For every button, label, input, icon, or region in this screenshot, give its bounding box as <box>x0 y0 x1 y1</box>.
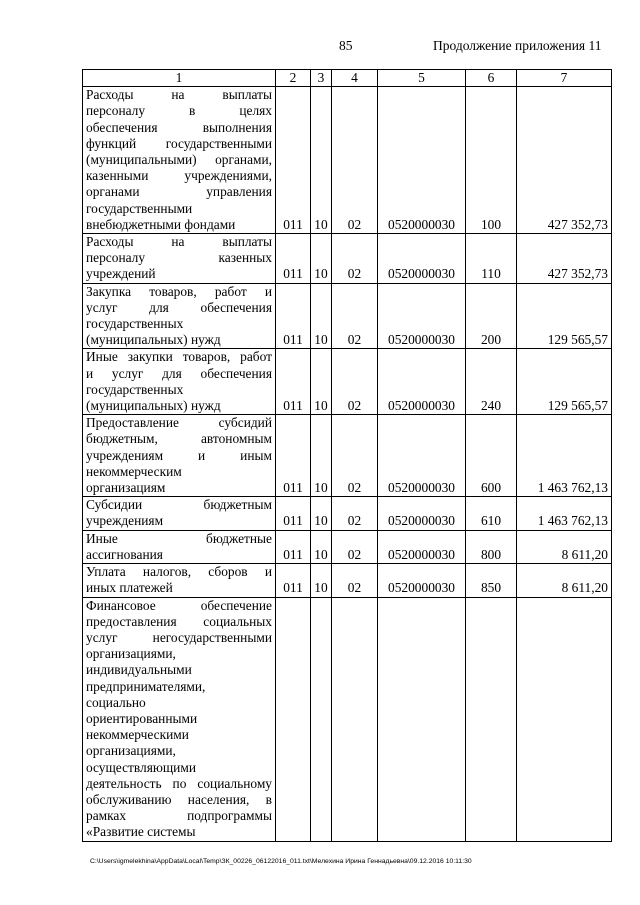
target-article-code: 0520000030 <box>378 530 466 563</box>
description-line: осуществляющими <box>86 759 196 775</box>
amount: 427 352,73 <box>517 234 612 284</box>
description-line: (муниципальных) нужд <box>86 398 221 414</box>
column-header: 1 <box>83 70 276 87</box>
description-line: Закупка товаров, работ и <box>86 283 272 299</box>
subsection-code <box>332 597 378 841</box>
expense-type-code <box>466 597 517 841</box>
description-line: персоналу казенных <box>86 250 272 266</box>
amount <box>517 597 612 841</box>
subsection-code: 02 <box>332 87 378 234</box>
column-header: 5 <box>378 70 466 87</box>
description-line: услуг негосударственными <box>86 629 272 645</box>
section-code: 10 <box>311 87 332 234</box>
description-line: предпринимателями, <box>86 678 206 694</box>
description-line: индивидуальными <box>86 662 192 678</box>
subsection-code: 02 <box>332 234 378 284</box>
column-header: 2 <box>276 70 311 87</box>
table-row <box>83 87 612 234</box>
column-header: 4 <box>332 70 378 87</box>
section-code: 10 <box>311 234 332 284</box>
amount: 1 463 762,13 <box>517 497 612 530</box>
description-line: социально <box>86 694 146 710</box>
description-line: некоммерческим <box>86 463 182 479</box>
ministry-code: 011 <box>276 497 311 530</box>
description-line: учреждений <box>86 266 156 282</box>
section-code: 10 <box>311 283 332 349</box>
expense-type-code: 850 <box>466 564 517 597</box>
target-article-code: 0520000030 <box>378 283 466 349</box>
expense-description <box>83 530 276 563</box>
ministry-code: 011 <box>276 87 311 234</box>
description-line: обслуживанию населения, в <box>86 791 272 807</box>
description-line: и услуг для обеспечения <box>86 365 272 381</box>
section-code: 10 <box>311 415 332 497</box>
description-line: деятельность по социальному <box>86 775 272 791</box>
ministry-code: 011 <box>276 349 311 415</box>
description-line: услуг для обеспечения <box>86 299 272 315</box>
description-line: организациями, <box>86 646 176 662</box>
page-number: 85 <box>339 38 353 53</box>
subsection-code: 02 <box>332 497 378 530</box>
description-line: рамках подпрограммы <box>86 808 272 824</box>
target-article-code: 0520000030 <box>378 497 466 530</box>
column-header: 7 <box>517 70 612 87</box>
description-line: государственных <box>86 381 184 397</box>
description-line: Расходы на выплаты <box>86 87 272 103</box>
amount: 129 565,57 <box>517 349 612 415</box>
appendix-continuation-note: Продолжение приложения 11 <box>433 38 602 53</box>
description-line: внебюджетными фондами <box>86 216 236 232</box>
expense-type-code: 800 <box>466 530 517 563</box>
description-line: персоналу в целях <box>86 103 272 119</box>
ministry-code: 011 <box>276 415 311 497</box>
description-line: обеспечения выполнения <box>86 119 272 135</box>
target-article-code: 0520000030 <box>378 564 466 597</box>
target-article-code <box>378 597 466 841</box>
subsection-code: 02 <box>332 564 378 597</box>
expense-description <box>83 564 276 597</box>
target-article-code: 0520000030 <box>378 87 466 234</box>
ministry-code: 011 <box>276 283 311 349</box>
section-code: 10 <box>311 349 332 415</box>
column-header: 3 <box>311 70 332 87</box>
target-article-code: 0520000030 <box>378 415 466 497</box>
description-line: казенными учреждениями, <box>86 168 272 184</box>
budget-table <box>82 69 612 842</box>
section-code <box>311 597 332 841</box>
expense-type-code: 200 <box>466 283 517 349</box>
target-article-code: 0520000030 <box>378 234 466 284</box>
amount: 129 565,57 <box>517 283 612 349</box>
target-article-code: 0520000030 <box>378 349 466 415</box>
ministry-code <box>276 597 311 841</box>
expense-description <box>83 234 276 284</box>
subsection-code: 02 <box>332 283 378 349</box>
table-row <box>83 283 612 349</box>
expense-type-code: 110 <box>466 234 517 284</box>
expense-type-code: 240 <box>466 349 517 415</box>
subsection-code: 02 <box>332 349 378 415</box>
amount: 8 611,20 <box>517 564 612 597</box>
description-line: Иные закупки товаров, работ <box>86 349 272 365</box>
table-row <box>83 530 612 563</box>
description-line: ориентированными <box>86 710 198 726</box>
description-line: учреждениям <box>86 513 164 529</box>
section-code: 10 <box>311 530 332 563</box>
amount: 8 611,20 <box>517 530 612 563</box>
description-line: иных платежей <box>86 580 173 596</box>
amount: 427 352,73 <box>517 87 612 234</box>
description-line: некоммерческими <box>86 727 189 743</box>
description-line: Уплата налогов, сборов и <box>86 564 272 580</box>
ministry-code: 011 <box>276 564 311 597</box>
description-line: ассигнования <box>86 546 163 562</box>
expense-description <box>83 415 276 497</box>
description-line: учреждениям и иным <box>86 447 272 463</box>
description-line: предоставления социальных <box>86 613 272 629</box>
expense-description <box>83 497 276 530</box>
description-line: организациями, <box>86 743 176 759</box>
description-line: органами управления <box>86 184 272 200</box>
expense-type-code: 100 <box>466 87 517 234</box>
ministry-code: 011 <box>276 234 311 284</box>
ministry-code: 011 <box>276 530 311 563</box>
table-row <box>83 349 612 415</box>
table-row <box>83 234 612 284</box>
column-header: 6 <box>466 70 517 87</box>
description-line: «Развитие системы <box>86 824 196 840</box>
description-line: Расходы на выплаты <box>86 234 272 250</box>
description-line: Финансовое обеспечение <box>86 597 272 613</box>
expense-type-code: 600 <box>466 415 517 497</box>
amount: 1 463 762,13 <box>517 415 612 497</box>
subsection-code: 02 <box>332 530 378 563</box>
subsection-code: 02 <box>332 415 378 497</box>
description-line: Субсидии бюджетным <box>86 497 272 513</box>
expense-description <box>83 597 276 841</box>
description-line: организациям <box>86 480 166 496</box>
table-row <box>83 597 612 841</box>
column-number-row <box>83 70 612 87</box>
expense-type-code: 610 <box>466 497 517 530</box>
section-code: 10 <box>311 497 332 530</box>
table-row <box>83 564 612 597</box>
expense-description <box>83 283 276 349</box>
table-row <box>83 497 612 530</box>
description-line: функций государственными <box>86 135 272 151</box>
section-code: 10 <box>311 564 332 597</box>
description-line: Иные бюджетные <box>86 530 272 546</box>
description-line: государственными <box>86 200 193 216</box>
table-row <box>83 415 612 497</box>
description-line: бюджетным, автономным <box>86 431 272 447</box>
description-line: (муниципальными) органами, <box>86 152 272 168</box>
description-line: Предоставление субсидий <box>86 415 272 431</box>
expense-description <box>83 349 276 415</box>
description-line: (муниципальных) нужд <box>86 332 221 348</box>
description-line: государственных <box>86 316 184 332</box>
footer-file-path: C:\Users\igmelekhina\AppData\Local\Temp\ЗК_00226_06122016_011.txt\Мелехина Ирина Геннадьевна\09.12.2016 10:11:30 <box>90 858 472 865</box>
expense-description <box>83 87 276 234</box>
